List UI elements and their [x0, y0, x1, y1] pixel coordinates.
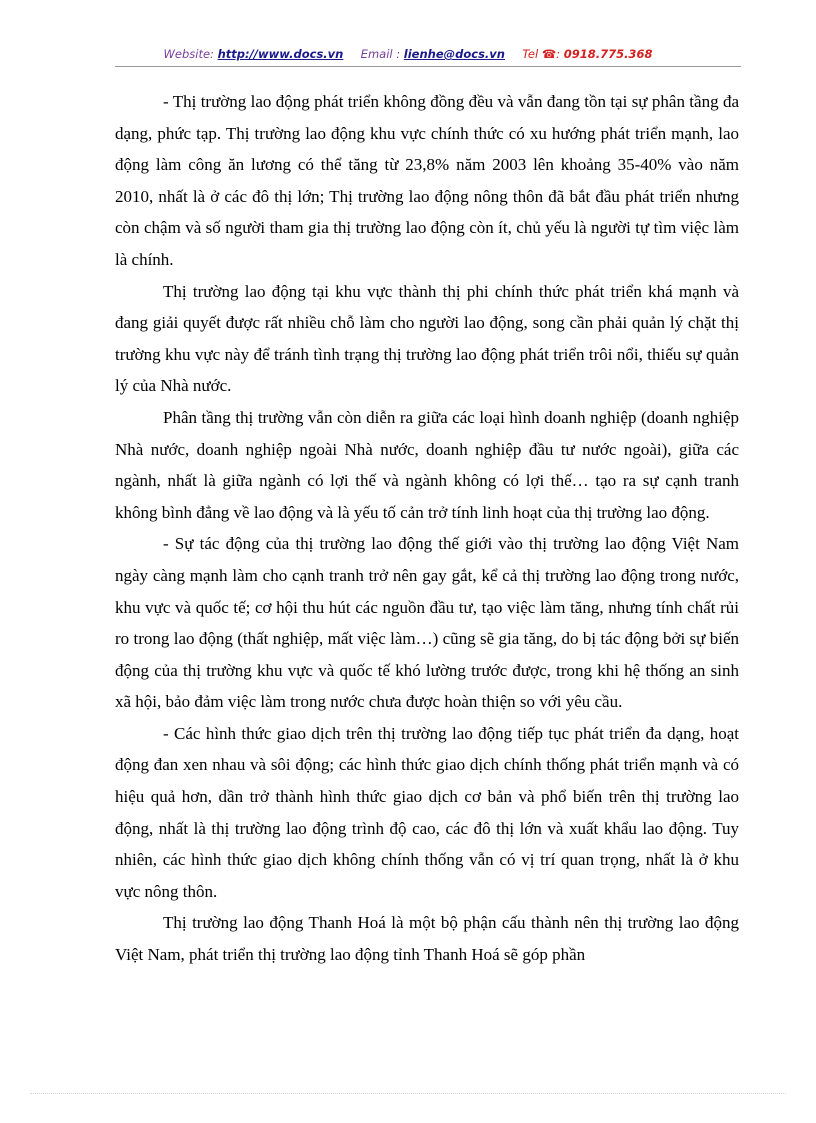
paragraph-3: Phân tầng thị trường vẫn còn diễn ra giữa các loại hình doanh nghiệp (doanh nghiệp Nhà nước, doanh nghiệp ngoài Nhà nước, doanh nghiệp đầu tư nước ngoài), giữa các ngành, nhất là giữa ngành có lợi thế và ngành không có lợi thế… tạo ra sự cạnh tranh không bình đẳng về lao động và là yếu tố cản trở tính linh hoạt của thị trường lao động. [115, 407, 739, 522]
document-body [115, 86, 739, 971]
phone-number: 0918.775.368 [563, 47, 653, 61]
website-label: Website: [163, 47, 214, 61]
website-link[interactable]: http://www.docs.vn [217, 47, 344, 61]
paragraph-1: - Thị trường lao động phát triển không đồng đều và vẫn đang tồn tại sự phân tầng đa dạng, phức tạp. Thị trường lao động khu vực chính thức có xu hướng phát triển mạnh, lao động làm công ăn lương có thể tăng từ 23,8% năm 2003 lên khoảng 35-40% vào năm 2010, nhất là ở các đô thị lớn; Thị trường lao động nông thôn đã bắt đầu phát triển nhưng còn chậm và số người tham gia thị trường lao động còn ít, chủ yếu là người tự tìm việc làm là chính. [115, 92, 739, 269]
email-label: Email : [360, 47, 401, 61]
paragraph-5: - Các hình thức giao dịch trên thị trường lao động tiếp tục phát triển đa dạng, hoạt động đan xen nhau và sôi động; các hình thức giao dịch chính thống phát triển mạnh và có hiệu quả hơn, dần trở thành hình thức giao dịch cơ bản và phổ biến trên thị trường lao động, nhất là thị trường lao động trình độ cao, các đô thị lớn và xuất khẩu lao động. Tuy nhiên, các hình thức giao dịch không chính thống vẫn có vị trí quan trọng, nhất là ở khu vực nông thôn. [115, 723, 739, 901]
page-header [0, 47, 816, 61]
paragraph-6: Thị trường lao động Thanh Hoá là một bộ phận cấu thành nên thị trường lao động Việt Nam, phát triển thị trường lao động tỉnh Thanh Hoá sẽ góp phần [115, 913, 739, 965]
header-divider [115, 66, 741, 67]
paragraph-2: Thị trường lao động tại khu vực thành thị phi chính thức phát triển khá mạnh và đang giải quyết được rất nhiều chỗ làm cho người lao động, song cần phải quản lý chặt thị trường khu vực này để tránh tình trạng thị trường lao động phát triển trôi nổi, thiếu sự quản lý của Nhà nước. [115, 281, 739, 396]
phone-label: Tel ☎: [522, 47, 561, 61]
paragraph-4: - Sự tác động của thị trường lao động thế giới vào thị trường lao động Việt Nam ngày càng mạnh làm cho cạnh tranh trở nên gay gắt, kể cả thị trường lao động trong nước, khu vực và quốc tế; cơ hội thu hút các nguồn đầu tư, tạo việc làm tăng, nhưng tính chất rủi ro trong lao động (thất nghiệp, mất việc làm…) cũng sẽ gia tăng, do bị tác động bởi sự biến động của thị trường khu vực và quốc tế khó lường trước được, trong khi hệ thống an sinh xã hội, bảo đảm việc làm trong nước chưa được hoàn thiện so với yêu cầu. [115, 534, 739, 712]
page-bottom-divider [30, 1093, 786, 1094]
email-link[interactable]: lienhe@docs.vn [403, 47, 505, 61]
